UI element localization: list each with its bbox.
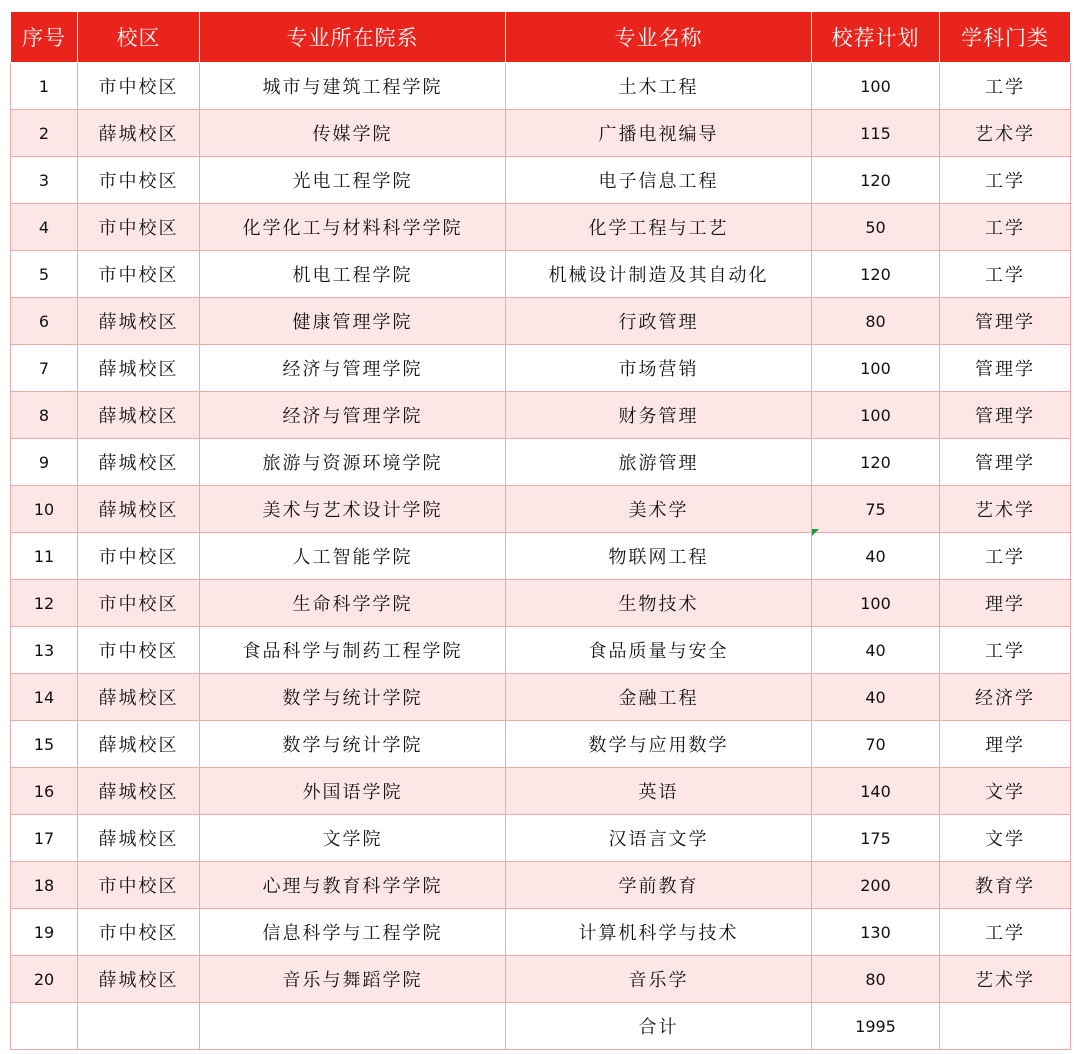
- header-index: 序号: [11, 12, 78, 63]
- quota-cell: 80: [812, 298, 940, 345]
- table-row: [11, 251, 1071, 298]
- major-cell: 土木工程: [506, 63, 812, 110]
- quota-cell: 130: [812, 909, 940, 956]
- campus-cell: 薛城校区: [78, 674, 200, 721]
- quota-cell: 100: [812, 392, 940, 439]
- campus-cell: 薛城校区: [78, 298, 200, 345]
- campus-cell: 薛城校区: [78, 768, 200, 815]
- table-row: [11, 674, 1071, 721]
- campus-cell: 薛城校区: [78, 345, 200, 392]
- campus-cell: 市中校区: [78, 157, 200, 204]
- department-cell: 外国语学院: [200, 768, 506, 815]
- table-row: [11, 627, 1071, 674]
- index-cell: 20: [11, 956, 78, 1003]
- major-cell: 金融工程: [506, 674, 812, 721]
- category-cell: 管理学: [940, 298, 1071, 345]
- quota-cell: 100: [812, 63, 940, 110]
- table-row: [11, 533, 1071, 580]
- department-cell: 光电工程学院: [200, 157, 506, 204]
- campus-cell: 薛城校区: [78, 110, 200, 157]
- major-cell: 学前教育: [506, 862, 812, 909]
- table-header: [11, 12, 1071, 63]
- major-cell: 物联网工程: [506, 533, 812, 580]
- quota-cell: 120: [812, 439, 940, 486]
- campus-cell: 薛城校区: [78, 439, 200, 486]
- department-cell: 化学化工与材料科学学院: [200, 204, 506, 251]
- index-cell: 11: [11, 533, 78, 580]
- category-cell: 艺术学: [940, 956, 1071, 1003]
- table-row: [11, 580, 1071, 627]
- index-cell: 18: [11, 862, 78, 909]
- index-cell: 5: [11, 251, 78, 298]
- total-department-cell: [200, 1003, 506, 1050]
- quota-cell: 100: [812, 345, 940, 392]
- campus-cell: 市中校区: [78, 63, 200, 110]
- category-cell: 经济学: [940, 674, 1071, 721]
- table-row: [11, 63, 1071, 110]
- index-cell: 9: [11, 439, 78, 486]
- total-quota: 1995: [812, 1003, 940, 1050]
- table-row: [11, 486, 1071, 533]
- table-row: [11, 862, 1071, 909]
- major-cell: 电子信息工程: [506, 157, 812, 204]
- index-cell: 17: [11, 815, 78, 862]
- quota-cell: 75: [812, 486, 940, 533]
- major-cell: 行政管理: [506, 298, 812, 345]
- campus-cell: 薛城校区: [78, 392, 200, 439]
- department-cell: 心理与教育科学学院: [200, 862, 506, 909]
- index-cell: 19: [11, 909, 78, 956]
- category-cell: 工学: [940, 157, 1071, 204]
- total-row: [11, 1003, 1071, 1050]
- table-row: [11, 815, 1071, 862]
- department-cell: 音乐与舞蹈学院: [200, 956, 506, 1003]
- category-cell: 工学: [940, 251, 1071, 298]
- quota-cell: 40: [812, 627, 940, 674]
- major-cell: 旅游管理: [506, 439, 812, 486]
- quota-cell: 80: [812, 956, 940, 1003]
- table-row: [11, 204, 1071, 251]
- index-cell: 3: [11, 157, 78, 204]
- department-cell: 信息科学与工程学院: [200, 909, 506, 956]
- category-cell: 文学: [940, 815, 1071, 862]
- category-cell: 艺术学: [940, 110, 1071, 157]
- category-cell: 管理学: [940, 439, 1071, 486]
- total-label: 合计: [506, 1003, 812, 1050]
- category-cell: 工学: [940, 63, 1071, 110]
- quota-cell: 175: [812, 815, 940, 862]
- major-cell: 计算机科学与技术: [506, 909, 812, 956]
- index-cell: 13: [11, 627, 78, 674]
- header-quota: 校荐计划: [812, 12, 940, 63]
- major-cell: 化学工程与工艺: [506, 204, 812, 251]
- table-row: [11, 110, 1071, 157]
- index-cell: 6: [11, 298, 78, 345]
- table-row: [11, 345, 1071, 392]
- index-cell: 16: [11, 768, 78, 815]
- cell-comment-marker: [812, 529, 819, 536]
- category-cell: 理学: [940, 580, 1071, 627]
- table-row: [11, 956, 1071, 1003]
- quota-cell: 120: [812, 157, 940, 204]
- quota-cell: 115: [812, 110, 940, 157]
- category-cell: 管理学: [940, 345, 1071, 392]
- category-cell: 文学: [940, 768, 1071, 815]
- index-cell: 12: [11, 580, 78, 627]
- quota-cell: 50: [812, 204, 940, 251]
- quota-cell: 140: [812, 768, 940, 815]
- major-cell: 生物技术: [506, 580, 812, 627]
- quota-cell: 40: [812, 533, 940, 580]
- header-campus: 校区: [78, 12, 200, 63]
- category-cell: 教育学: [940, 862, 1071, 909]
- campus-cell: 薛城校区: [78, 486, 200, 533]
- quota-cell: 40: [812, 674, 940, 721]
- major-cell: 机械设计制造及其自动化: [506, 251, 812, 298]
- table-row: [11, 157, 1071, 204]
- table-row: [11, 298, 1071, 345]
- department-cell: 健康管理学院: [200, 298, 506, 345]
- department-cell: 机电工程学院: [200, 251, 506, 298]
- department-cell: 生命科学学院: [200, 580, 506, 627]
- department-cell: 经济与管理学院: [200, 345, 506, 392]
- total-category-cell: [940, 1003, 1071, 1050]
- major-cell: 英语: [506, 768, 812, 815]
- index-cell: 4: [11, 204, 78, 251]
- index-cell: 14: [11, 674, 78, 721]
- header-category: 学科门类: [940, 12, 1071, 63]
- category-cell: 理学: [940, 721, 1071, 768]
- quota-cell: 100: [812, 580, 940, 627]
- campus-cell: 市中校区: [78, 862, 200, 909]
- table-body: [11, 63, 1071, 1050]
- department-cell: 旅游与资源环境学院: [200, 439, 506, 486]
- index-cell: 15: [11, 721, 78, 768]
- quota-cell: 200: [812, 862, 940, 909]
- category-cell: 管理学: [940, 392, 1071, 439]
- major-cell: 食品质量与安全: [506, 627, 812, 674]
- category-cell: 艺术学: [940, 486, 1071, 533]
- campus-cell: 市中校区: [78, 909, 200, 956]
- table-row: [11, 392, 1071, 439]
- index-cell: 1: [11, 63, 78, 110]
- campus-cell: 市中校区: [78, 627, 200, 674]
- category-cell: 工学: [940, 909, 1071, 956]
- table-row: [11, 439, 1071, 486]
- table-row: [11, 909, 1071, 956]
- department-cell: 传媒学院: [200, 110, 506, 157]
- campus-cell: 薛城校区: [78, 815, 200, 862]
- index-cell: 2: [11, 110, 78, 157]
- quota-cell: 120: [812, 251, 940, 298]
- campus-cell: 市中校区: [78, 204, 200, 251]
- department-cell: 城市与建筑工程学院: [200, 63, 506, 110]
- header-major: 专业名称: [506, 12, 812, 63]
- index-cell: 8: [11, 392, 78, 439]
- quota-cell: 70: [812, 721, 940, 768]
- campus-cell: 薛城校区: [78, 956, 200, 1003]
- department-cell: 美术与艺术设计学院: [200, 486, 506, 533]
- campus-cell: 市中校区: [78, 251, 200, 298]
- table-row: [11, 768, 1071, 815]
- campus-cell: 市中校区: [78, 580, 200, 627]
- total-campus-cell: [78, 1003, 200, 1050]
- major-cell: 财务管理: [506, 392, 812, 439]
- department-cell: 文学院: [200, 815, 506, 862]
- major-cell: 数学与应用数学: [506, 721, 812, 768]
- index-cell: 7: [11, 345, 78, 392]
- plan-table-wrapper: [10, 11, 1070, 1050]
- recommendation-plan-table: [10, 11, 1071, 1050]
- category-cell: 工学: [940, 533, 1071, 580]
- category-cell: 工学: [940, 627, 1071, 674]
- department-cell: 数学与统计学院: [200, 674, 506, 721]
- department-cell: 食品科学与制药工程学院: [200, 627, 506, 674]
- category-cell: 工学: [940, 204, 1071, 251]
- major-cell: 市场营销: [506, 345, 812, 392]
- campus-cell: 市中校区: [78, 533, 200, 580]
- table-row: [11, 721, 1071, 768]
- campus-cell: 薛城校区: [78, 721, 200, 768]
- total-index-cell: [11, 1003, 78, 1050]
- department-cell: 经济与管理学院: [200, 392, 506, 439]
- department-cell: 人工智能学院: [200, 533, 506, 580]
- major-cell: 广播电视编导: [506, 110, 812, 157]
- header-row: [11, 12, 1071, 63]
- header-department: 专业所在院系: [200, 12, 506, 63]
- department-cell: 数学与统计学院: [200, 721, 506, 768]
- major-cell: 汉语言文学: [506, 815, 812, 862]
- major-cell: 音乐学: [506, 956, 812, 1003]
- major-cell: 美术学: [506, 486, 812, 533]
- index-cell: 10: [11, 486, 78, 533]
